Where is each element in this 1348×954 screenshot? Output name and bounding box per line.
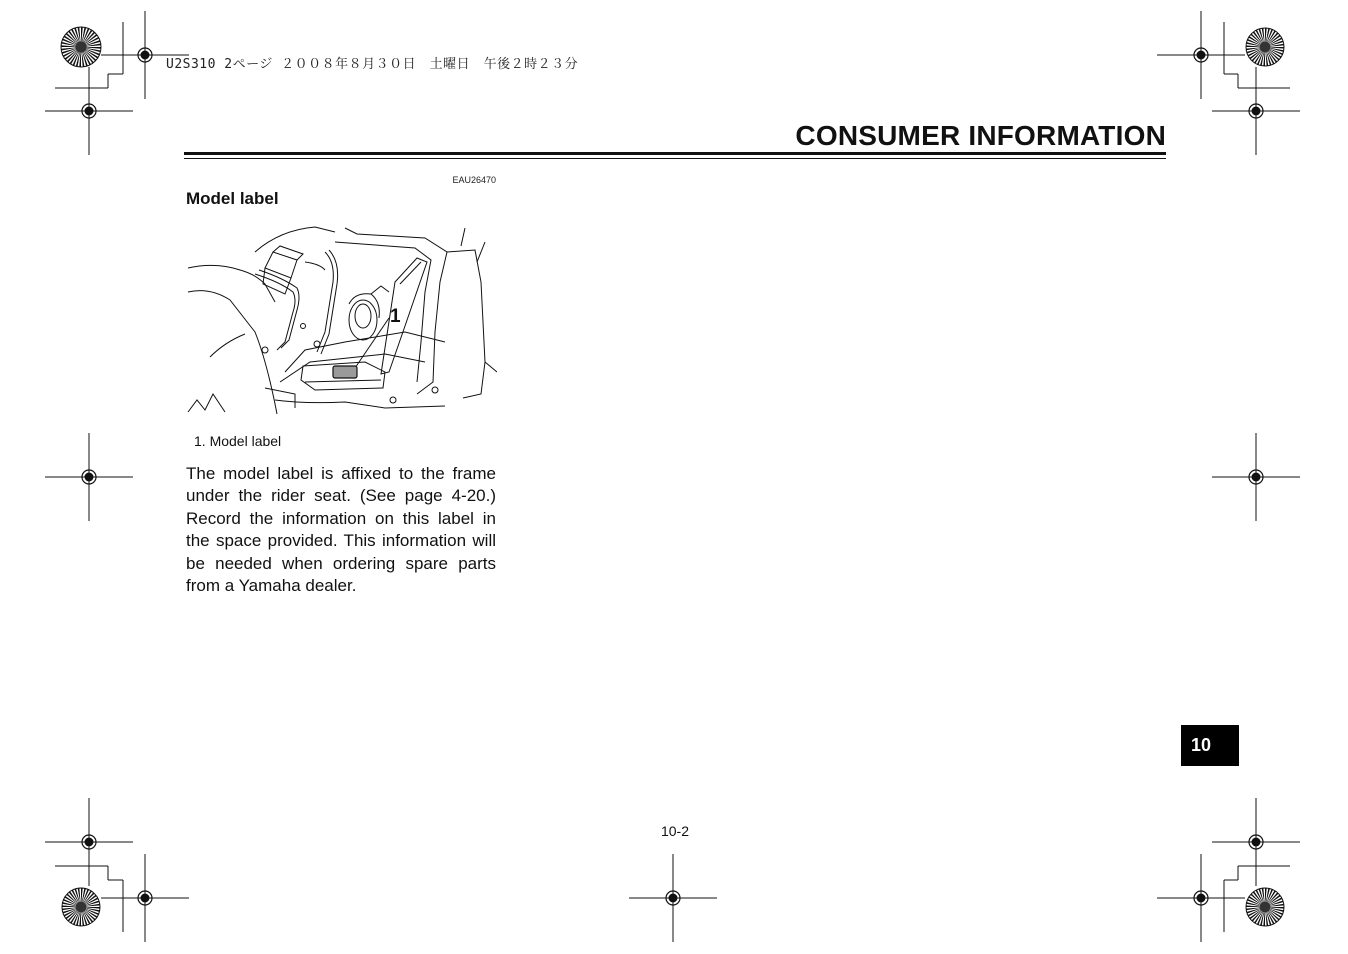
body-paragraph: The model label is affixed to the frame under the rider seat. (See page 4-20.) Record the information on this label in the space provided. This information will be needed when ordering spare parts from a Yamaha dealer.: [186, 464, 496, 596]
chapter-title: CONSUMER INFORMATION: [795, 120, 1166, 151]
crosshair-mark-8: [1212, 798, 1300, 886]
crosshair-mark-9: [101, 854, 189, 942]
title-rule-thick: [184, 152, 1166, 155]
registration-wheel-bottom-right: [1246, 888, 1284, 926]
title-rule-thin: [184, 158, 1166, 159]
registration-wheel-top-right: [1246, 28, 1284, 66]
figure-caption: 1. Model label: [194, 433, 282, 449]
crosshair-mark-3: [45, 67, 133, 155]
registration-wheel-bottom-left: [62, 888, 100, 926]
page-number: 10-2: [660, 823, 690, 839]
callout-number: 1: [390, 306, 401, 327]
crosshair-mark-11: [1157, 854, 1245, 942]
reference-code: EAU26470: [452, 175, 496, 185]
frame-illustration: [185, 222, 497, 418]
section-heading: Model label: [186, 189, 279, 208]
chapter-tab-number: 10: [1191, 735, 1212, 755]
model-label-plate: [333, 366, 357, 378]
chapter-tab: [1181, 725, 1239, 766]
registration-wheel-top-left: [61, 27, 101, 67]
crosshair-mark-5: [45, 433, 133, 521]
crosshair-mark-10: [629, 854, 717, 942]
print-stamp: U2S310 2ページ ２００８年８月３０日 土曜日 午後２時２３分: [166, 57, 579, 72]
crosshair-mark-6: [1212, 433, 1300, 521]
crosshair-mark-7: [45, 798, 133, 886]
crosshair-mark-4: [1212, 67, 1300, 155]
crosshair-mark-2: [1157, 11, 1245, 99]
model-label-figure: [185, 222, 497, 418]
